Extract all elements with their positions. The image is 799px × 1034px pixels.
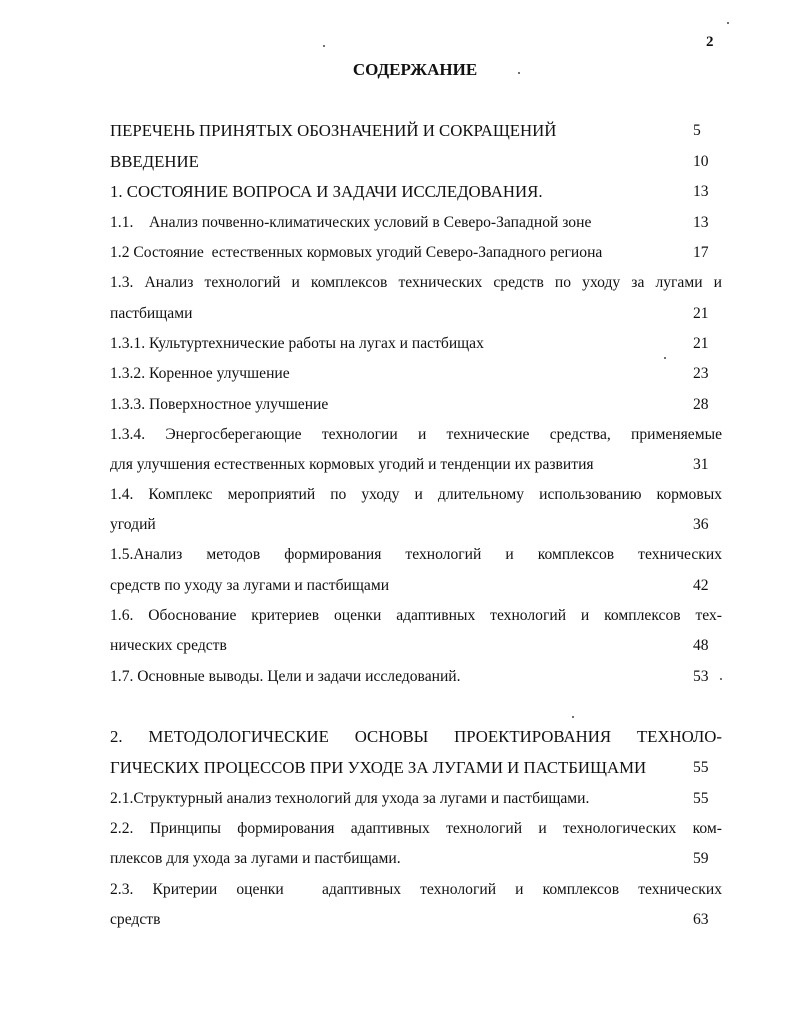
scan-speck	[727, 22, 729, 24]
toc-entry-1-2: 1.2 Состояние естественных кормовых угодий Северо-Западного региона	[110, 244, 603, 261]
toc-entry-2-3-line-2: средств	[110, 911, 161, 928]
toc-page-chapter-2: 55	[693, 759, 709, 776]
toc-page-abbreviations: 5	[693, 122, 701, 139]
scan-speck	[664, 357, 666, 359]
toc-entry-chapter-2-line-1: 2. МЕТОДОЛОГИЧЕСКИЕ ОСНОВЫ ПРОЕКТИРОВАНИЯ ТЕХНОЛО-	[110, 727, 722, 746]
toc-page-1-3-2: 23	[693, 365, 709, 382]
toc-page-1-4: 36	[693, 516, 709, 533]
toc-page-1-2: 17	[693, 244, 709, 261]
toc-entry-chapter-2-line-2: ГИЧЕСКИХ ПРОЦЕССОВ ПРИ УХОДЕ ЗА ЛУГАМИ И ПАСТБИЩАМИ	[110, 758, 647, 777]
toc-entry-1-5-line-2: средств по уходу за лугами и пастбищами	[110, 577, 390, 594]
toc-entry-1-3-line-1: 1.3. Анализ технологий и комплексов технических средств по уходу за лугами и	[110, 274, 722, 291]
toc-page-1-7: 53	[693, 668, 709, 685]
toc-page-1-3-3: 28	[693, 396, 709, 413]
toc-page-1-5: 42	[693, 577, 709, 594]
toc-entry-1-3-1: 1.3.1. Культуртехнические работы на лугах и пастбищах	[110, 335, 484, 352]
toc-title: СОДЕРЖАНИЕ	[352, 60, 478, 79]
toc-entry-abbreviations: ПЕРЕЧЕНЬ ПРИНЯТЫХ ОБОЗНАЧЕНИЙ И СОКРАЩЕНИЙ	[110, 121, 557, 140]
toc-entry-1-3-line-2: пастбищами	[110, 305, 193, 322]
toc-entry-1-6-line-2: нических средств	[110, 637, 227, 654]
toc-entry-2-3-line-1: 2.3. Критерии оценки адаптивных технологий и комплексов технических	[110, 881, 722, 898]
toc-page-2-2: 59	[693, 850, 709, 867]
toc-page-2-3: 63	[693, 911, 709, 928]
page-number: 2	[706, 34, 714, 50]
toc-entry-1-4-line-1: 1.4. Комплекс мероприятий по уходу и длительному использованию кормовых	[110, 486, 722, 503]
toc-entry-introduction: ВВЕДЕНИЕ	[110, 152, 199, 171]
toc-entry-1-5-line-1: 1.5.Анализ методов формирования технологий и комплексов технических	[110, 546, 722, 563]
scan-speck	[518, 72, 520, 74]
toc-page-2-1: 55	[693, 790, 709, 807]
toc-entry-1-3-2: 1.3.2. Коренное улучшение	[110, 365, 290, 382]
toc-page-chapter-1: 13	[693, 183, 709, 200]
scan-speck	[323, 45, 325, 47]
toc-entry-1-1: 1.1. Анализ почвенно-климатических условий в Северо-Западной зоне	[110, 214, 592, 231]
scan-speck	[572, 716, 574, 718]
toc-entry-1-4-line-2: угодий	[110, 516, 156, 533]
toc-page-introduction: 10	[693, 153, 709, 170]
toc-entry-1-3-4-line-2: для улучшения естественных кормовых угодий и тенденции их развития	[110, 456, 594, 473]
toc-entry-2-2-line-2: плексов для ухода за лугами и пастбищами.	[110, 850, 401, 867]
toc-entry-2-2-line-1: 2.2. Принципы формирования адаптивных технологий и технологических ком-	[110, 820, 722, 837]
scan-speck	[720, 678, 722, 680]
toc-page-1-3-1: 21	[693, 335, 709, 352]
toc-entry-1-3-3: 1.3.3. Поверхностное улучшение	[110, 396, 329, 413]
toc-page-1-3: 21	[693, 305, 709, 322]
toc-entry-1-6-line-1: 1.6. Обоснование критериев оценки адаптивных технологий и комплексов тех-	[110, 607, 722, 624]
toc-entry-1-7: 1.7. Основные выводы. Цели и задачи исследований.	[110, 668, 461, 685]
toc-page-1-1: 13	[693, 214, 709, 231]
toc-entry-2-1: 2.1.Структурный анализ технологий для ухода за лугами и пастбищами.	[110, 790, 590, 807]
toc-page-1-3-4: 31	[693, 456, 709, 473]
toc-entry-1-3-4-line-1: 1.3.4. Энергосберегающие технологии и технические средства, применяемые	[110, 426, 722, 443]
toc-page-1-6: 48	[693, 637, 709, 654]
toc-entry-chapter-1: 1. СОСТОЯНИЕ ВОПРОСА И ЗАДАЧИ ИССЛЕДОВАНИЯ.	[110, 182, 543, 201]
